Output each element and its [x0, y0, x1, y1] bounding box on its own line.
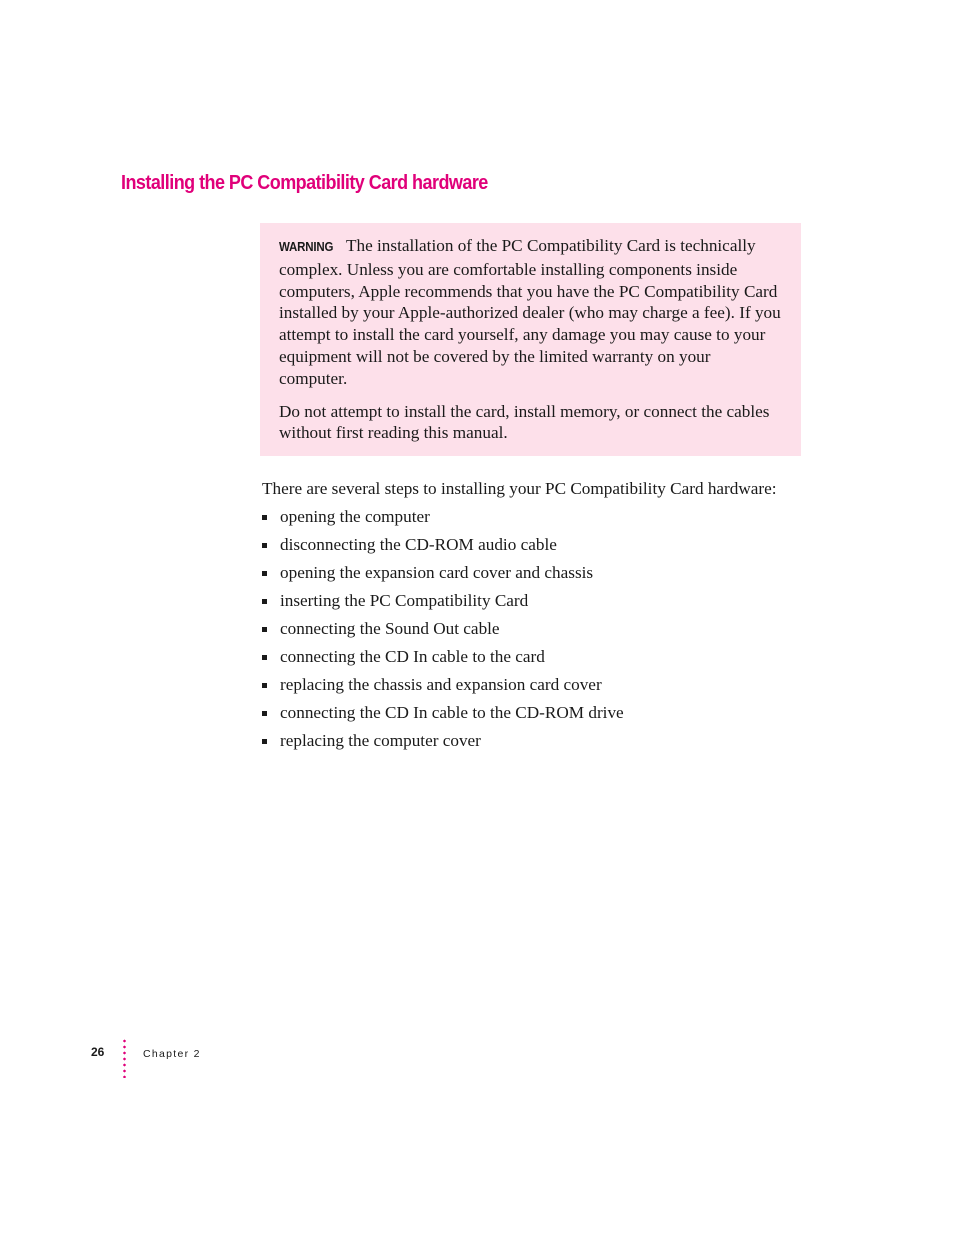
- dotted-divider: [123, 1038, 126, 1078]
- list-item-text: connecting the CD In cable to the card: [280, 647, 545, 666]
- list-item: [262, 562, 624, 590]
- list-item-text: inserting the PC Compatibility Card: [280, 591, 529, 610]
- warning-text: The installation of the PC Compatibility Card is technically complex. Unless you are comfortable installing components inside computers, Apple recommends that you have the PC Compatibility Card installed by your Apple-authorized dealer (who may charge a fee). If you attempt to install the card yourself, any damage you may cause to your equipment will not be covered by the limited warranty on your computer.: [279, 236, 781, 388]
- square-bullet-icon: [262, 599, 267, 604]
- list-item-text: disconnecting the CD-ROM audio cable: [280, 535, 557, 554]
- square-bullet-icon: [262, 739, 267, 744]
- square-bullet-icon: [262, 515, 267, 520]
- warning-paragraph: [279, 235, 783, 390]
- list-item: [262, 646, 624, 674]
- list-item: [262, 506, 624, 534]
- square-bullet-icon: [262, 571, 267, 576]
- list-item-text: opening the computer: [280, 507, 430, 526]
- list-item: [262, 702, 624, 730]
- square-bullet-icon: [262, 627, 267, 632]
- steps-intro: There are several steps to installing your PC Compatibility Card hardware:: [262, 479, 777, 498]
- square-bullet-icon: [262, 711, 267, 716]
- list-item-text: connecting the CD In cable to the CD-ROM drive: [280, 703, 624, 722]
- list-item-text: opening the expansion card cover and chassis: [280, 563, 594, 582]
- warning-label: WARNING: [279, 240, 334, 254]
- page-number: 26: [91, 1045, 105, 1059]
- list-item: [262, 534, 624, 562]
- list-item: [262, 618, 624, 646]
- steps-list: [262, 506, 624, 758]
- chapter-label: Chapter 2: [143, 1048, 201, 1060]
- square-bullet-icon: [262, 543, 267, 548]
- warning-note: Do not attempt to install the card, install memory, or connect the cables without first reading this manual.: [279, 401, 770, 443]
- list-item-text: replacing the computer cover: [280, 731, 481, 750]
- square-bullet-icon: [262, 683, 267, 688]
- warning-callout: [260, 223, 801, 456]
- list-item: [262, 590, 624, 618]
- list-item: [262, 730, 624, 758]
- square-bullet-icon: [262, 655, 267, 660]
- section-heading: Installing the PC Compatibility Card hardware: [121, 172, 488, 194]
- list-item-text: replacing the chassis and expansion card cover: [280, 675, 602, 694]
- list-item-text: connecting the Sound Out cable: [280, 619, 500, 638]
- list-item: [262, 674, 624, 702]
